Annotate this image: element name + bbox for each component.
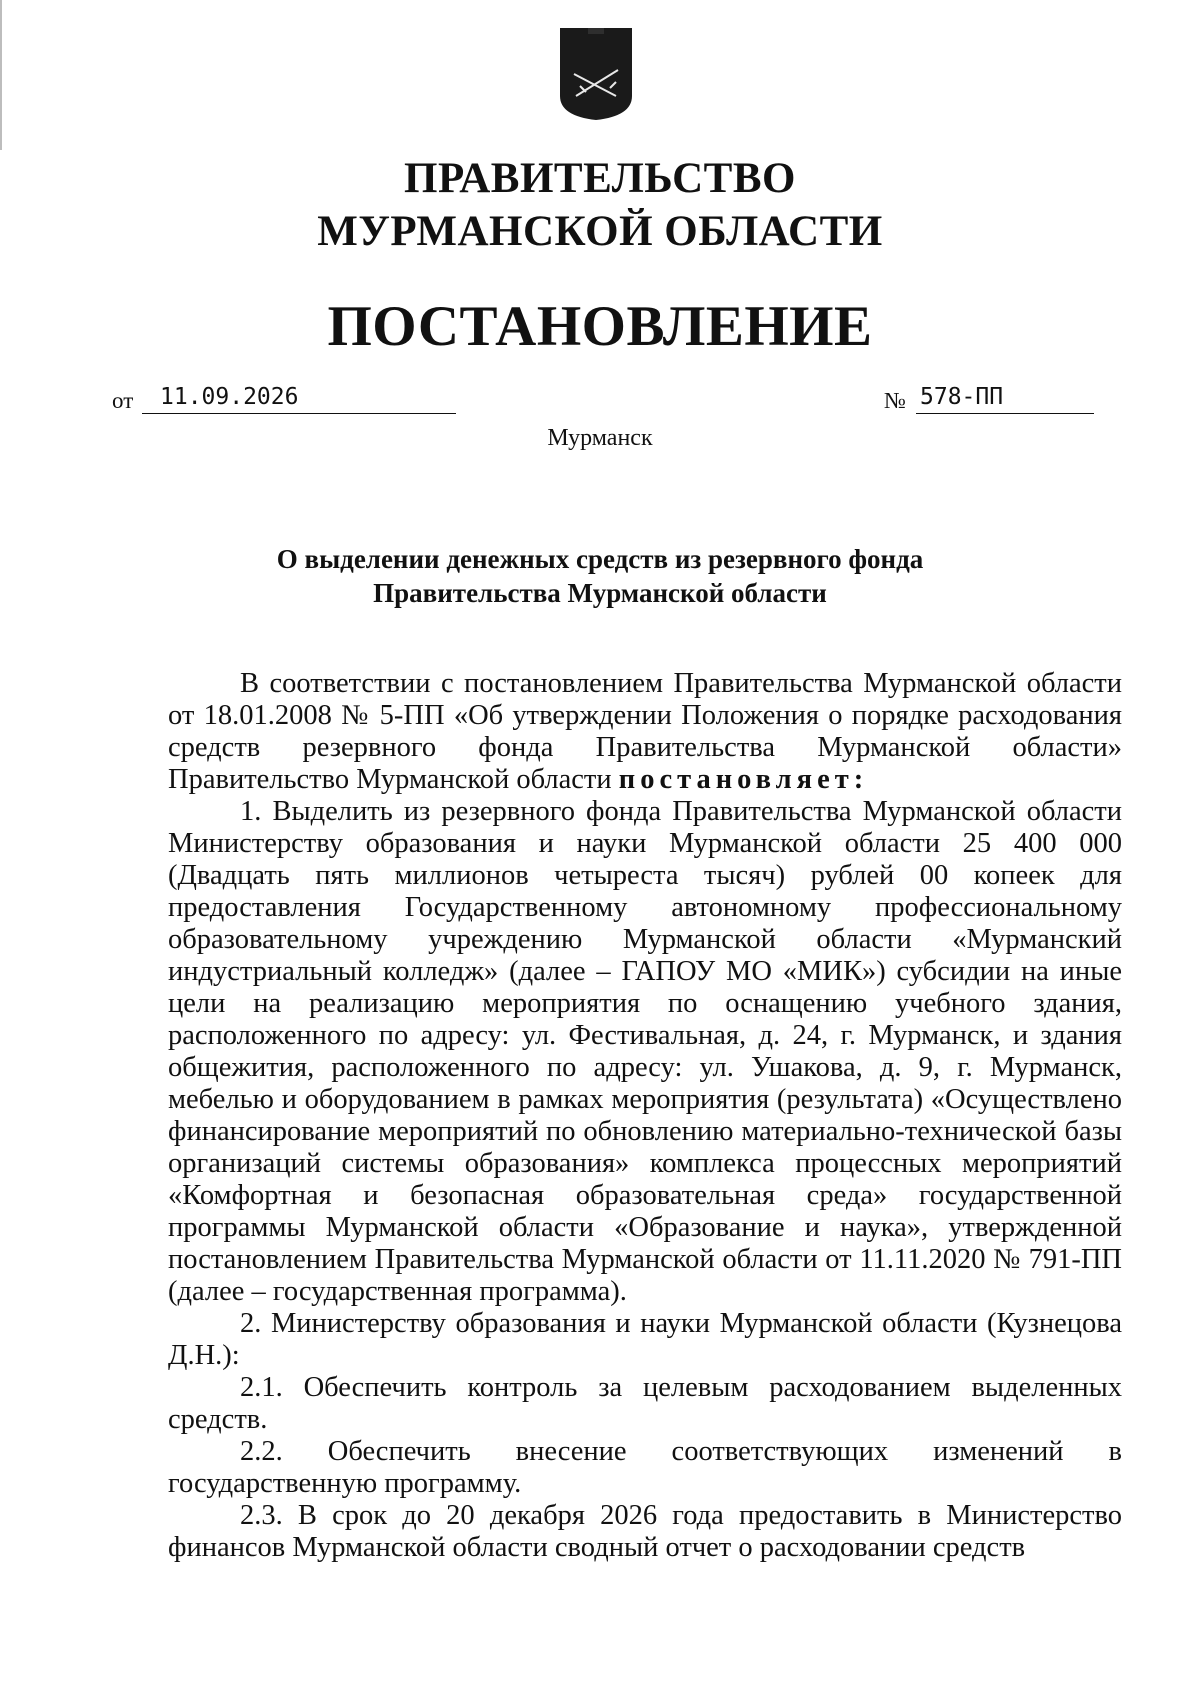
date-prefix: от: [112, 388, 134, 413]
clause-2-2: 2.2. Обеспечить внесение соответствующих изменений в государственную программу.: [168, 1436, 1122, 1499]
clause-2-1: 2.1. Обеспечить контроль за целевым расходованием выделенных средств.: [168, 1372, 1122, 1435]
clause-1: 1. Выделить из резервного фонда Правительства Мурманской области Министерству образования и науки Мурманской области 25 400 000 (Двадцать пять миллионов четыреста тысяч) рублей 00 копеек для предоставления Государственному автономному профессиональному образовательному учреждению Мурманской области «Мурманский индустриальный колледж» (далее – ГАПОУ МО «МИК») субсидии на иные цели на реализацию мероприятия по оснащению учебного здания, расположенного по адресу: ул. Фестивальная, д. 24, г. Мурманск, и здания общежития, расположенного по адресу: ул. Ушакова, д. 9, г. Мурманск, мебелью и оборудованием в рамках мероприятия (результата) «Осуществлено финансирование мероприятий по обновлению материально-технической базы организаций системы образования» комплекса процессных мероприятий «Комфортная и безопасная образовательная среда» государственной программы Мурманской области «Образование и наука», утвержденной постановлением Правительства Мурманской области от 11.11.2020 № 791-ПП (далее – государственная программа).: [168, 796, 1122, 1307]
government-title-line2: МУРМАНСКОЙ ОБЛАСТИ: [317, 208, 883, 255]
scan-edge-line: [0, 0, 2, 150]
number-underline: [916, 413, 1094, 414]
preamble-text: В соответствии с постановлением Правительства Мурманской области от 18.01.2008 № 5-ПП «Об утверждении Положения о порядке расходования средств резервного фонда Правительства Мурманской области» Правительство Мурманской области: [168, 668, 1122, 795]
clause-2: 2. Министерству образования и науки Мурманской области (Кузнецова Д.Н.):: [168, 1308, 1122, 1371]
decree-word: постановляет:: [618, 764, 869, 795]
number-prefix: №: [884, 388, 906, 413]
subject-line2: Правительства Мурманской области: [373, 578, 827, 608]
date-value: 11.09.2026: [160, 384, 299, 410]
coat-of-arms-emblem-icon: [558, 26, 634, 122]
date-underline: [142, 413, 456, 414]
subject-line1: О выделении денежных средств из резервного фонда: [276, 544, 924, 574]
city-name: Мурманск: [547, 425, 653, 451]
clause-2-3: 2.3. В срок до 20 декабря 2026 года предоставить в Министерство финансов Мурманской области сводный отчет о расходовании средств: [168, 1500, 1122, 1563]
document-type-title: ПОСТАНОВЛЕНИЕ: [327, 295, 873, 358]
number-value: 578-ПП: [920, 384, 1004, 410]
document-body: [168, 668, 1122, 1564]
government-title-line1: ПРАВИТЕЛЬСТВО: [404, 155, 796, 202]
preamble-paragraph: [168, 668, 1122, 796]
